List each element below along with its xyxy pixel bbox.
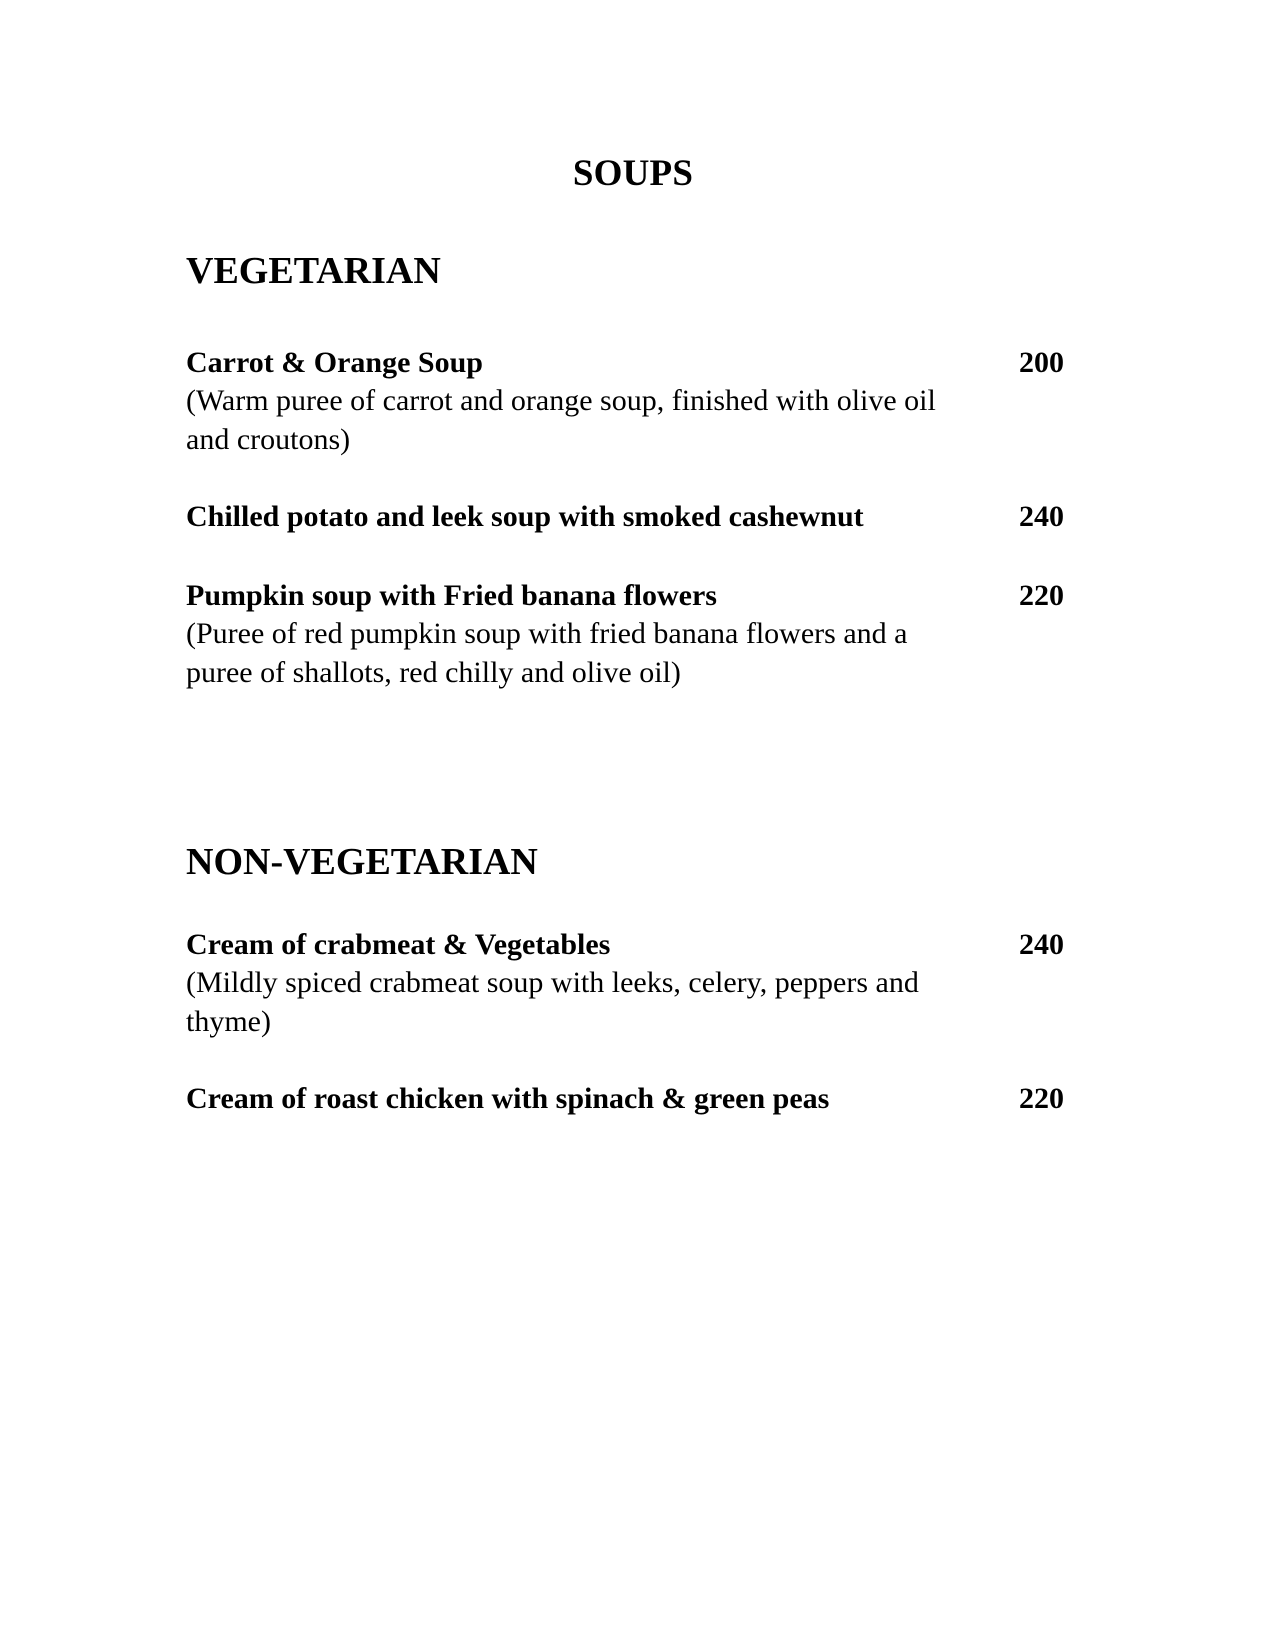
menu-item-price: 240 [1019, 500, 1064, 533]
section-heading-vegetarian: VEGETARIAN [186, 250, 441, 292]
menu-item-description: thyme) [186, 1005, 271, 1038]
page-title: SOUPS [572, 153, 694, 194]
menu-item-name: Cream of roast chicken with spinach & green peas [186, 1082, 830, 1115]
menu-item-price: 220 [1019, 1082, 1064, 1115]
menu-item-description: (Mildly spiced crabmeat soup with leeks, celery, peppers and [186, 966, 919, 999]
menu-item-description: (Warm puree of carrot and orange soup, finished with olive oil [186, 384, 936, 417]
menu-item-price: 220 [1019, 579, 1064, 612]
menu-item-description: (Puree of red pumpkin soup with fried banana flowers and a [186, 617, 908, 650]
section-heading-non-vegetarian: NON-VEGETARIAN [186, 841, 538, 883]
menu-item-price: 200 [1019, 346, 1064, 379]
menu-item-name: Pumpkin soup with Fried banana flowers [186, 579, 717, 612]
menu-item-name: Carrot & Orange Soup [186, 346, 483, 379]
menu-item-name: Cream of crabmeat & Vegetables [186, 928, 611, 961]
menu-item-price: 240 [1019, 928, 1064, 961]
menu-item-name: Chilled potato and leek soup with smoked cashewnut [186, 500, 864, 533]
menu-item-description: puree of shallots, red chilly and olive oil) [186, 656, 681, 689]
menu-item-description: and croutons) [186, 423, 351, 456]
